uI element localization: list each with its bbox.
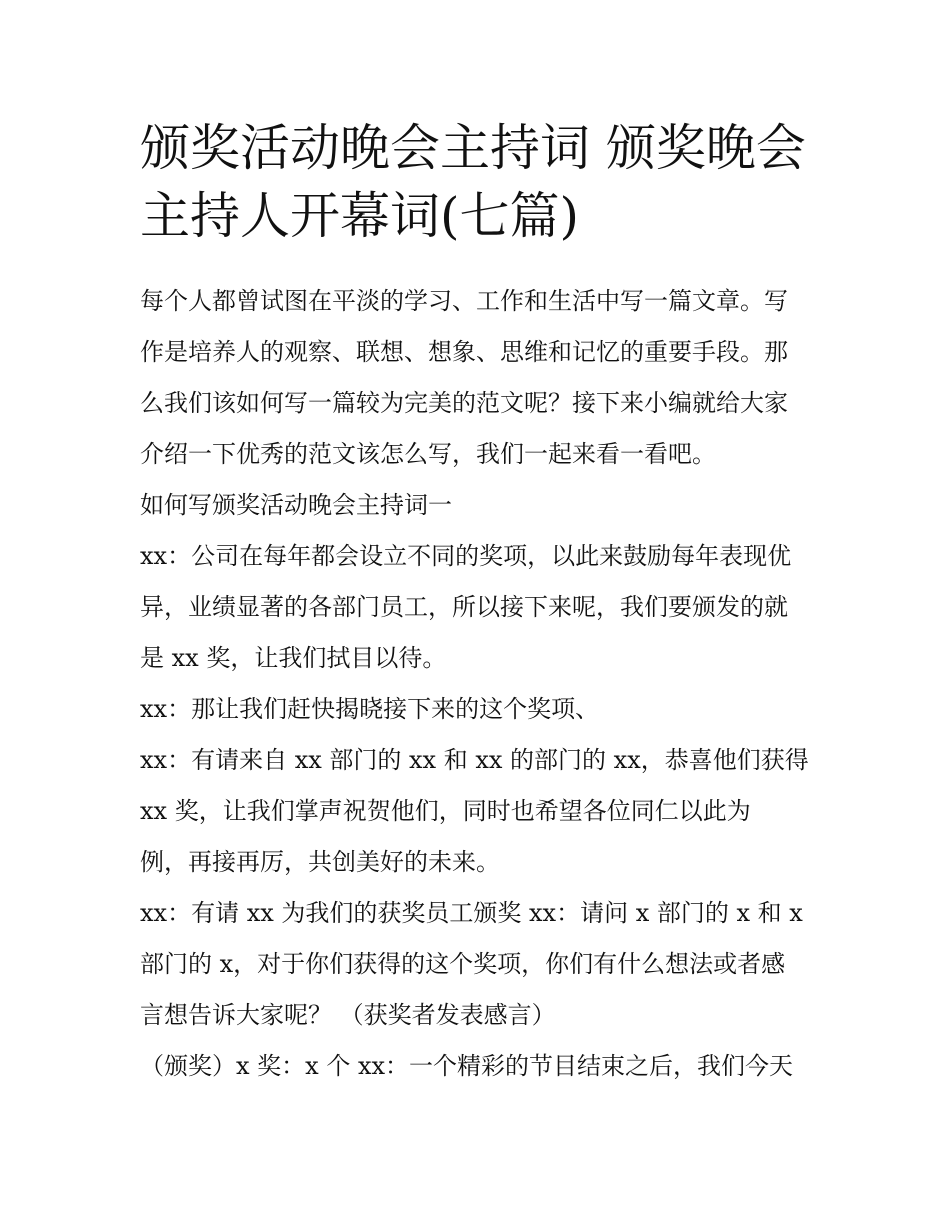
body-line: 是 xx 奖，让我们拭目以待。 <box>140 644 447 672</box>
body-line: xx 奖，让我们掌声祝贺他们，同时也希望各位同仁以此为 <box>140 797 751 825</box>
document-body <box>140 276 820 1092</box>
body-line: xx：那让我们赶快揭晓接下来的这个奖项、 <box>140 695 600 723</box>
body-line: 作是培养人的观察、联想、想象、思维和记忆的重要手段。那 <box>140 338 788 366</box>
title-line-1: 颁奖活动晚会主持词 颁奖晚会 <box>140 119 806 177</box>
title-line-2: 主持人开幕词(七篇) <box>140 187 580 245</box>
body-line: 言想告诉大家呢？ （获奖者发表感言） <box>140 1001 556 1029</box>
body-line: xx：公司在每年都会设立不同的奖项，以此来鼓励每年表现优 <box>140 542 792 570</box>
body-line: 例，再接再厉，共创美好的未来。 <box>140 848 500 876</box>
body-line: 部门的 x，对于你们获得的这个奖项，你们有什么想法或者感 <box>140 950 786 978</box>
body-line: 每个人都曾试图在平淡的学习、工作和生活中写一篇文章。写 <box>140 287 788 315</box>
body-line: xx：有请来自 xx 部门的 xx 和 xx 的部门的 xx，恭喜他们获得 <box>140 746 809 774</box>
body-line: xx：有请 xx 为我们的获奖员工颁奖 xx：请问 x 部门的 x 和 x <box>140 899 803 927</box>
section-heading: 如何写颁奖活动晚会主持词一 <box>140 491 452 519</box>
body-line: 么我们该如何写一篇较为完美的范文呢？接下来小编就给大家 <box>140 389 788 417</box>
document-title <box>140 114 820 250</box>
body-line: （颁奖）x 奖：x 个 xx：一个精彩的节目结束之后，我们今天 <box>140 1052 794 1080</box>
body-line: 异，业绩显著的各部门员工，所以接下来呢，我们要颁发的就 <box>140 593 788 621</box>
body-line: 介绍一下优秀的范文该怎么写，我们一起来看一看吧。 <box>140 440 716 468</box>
